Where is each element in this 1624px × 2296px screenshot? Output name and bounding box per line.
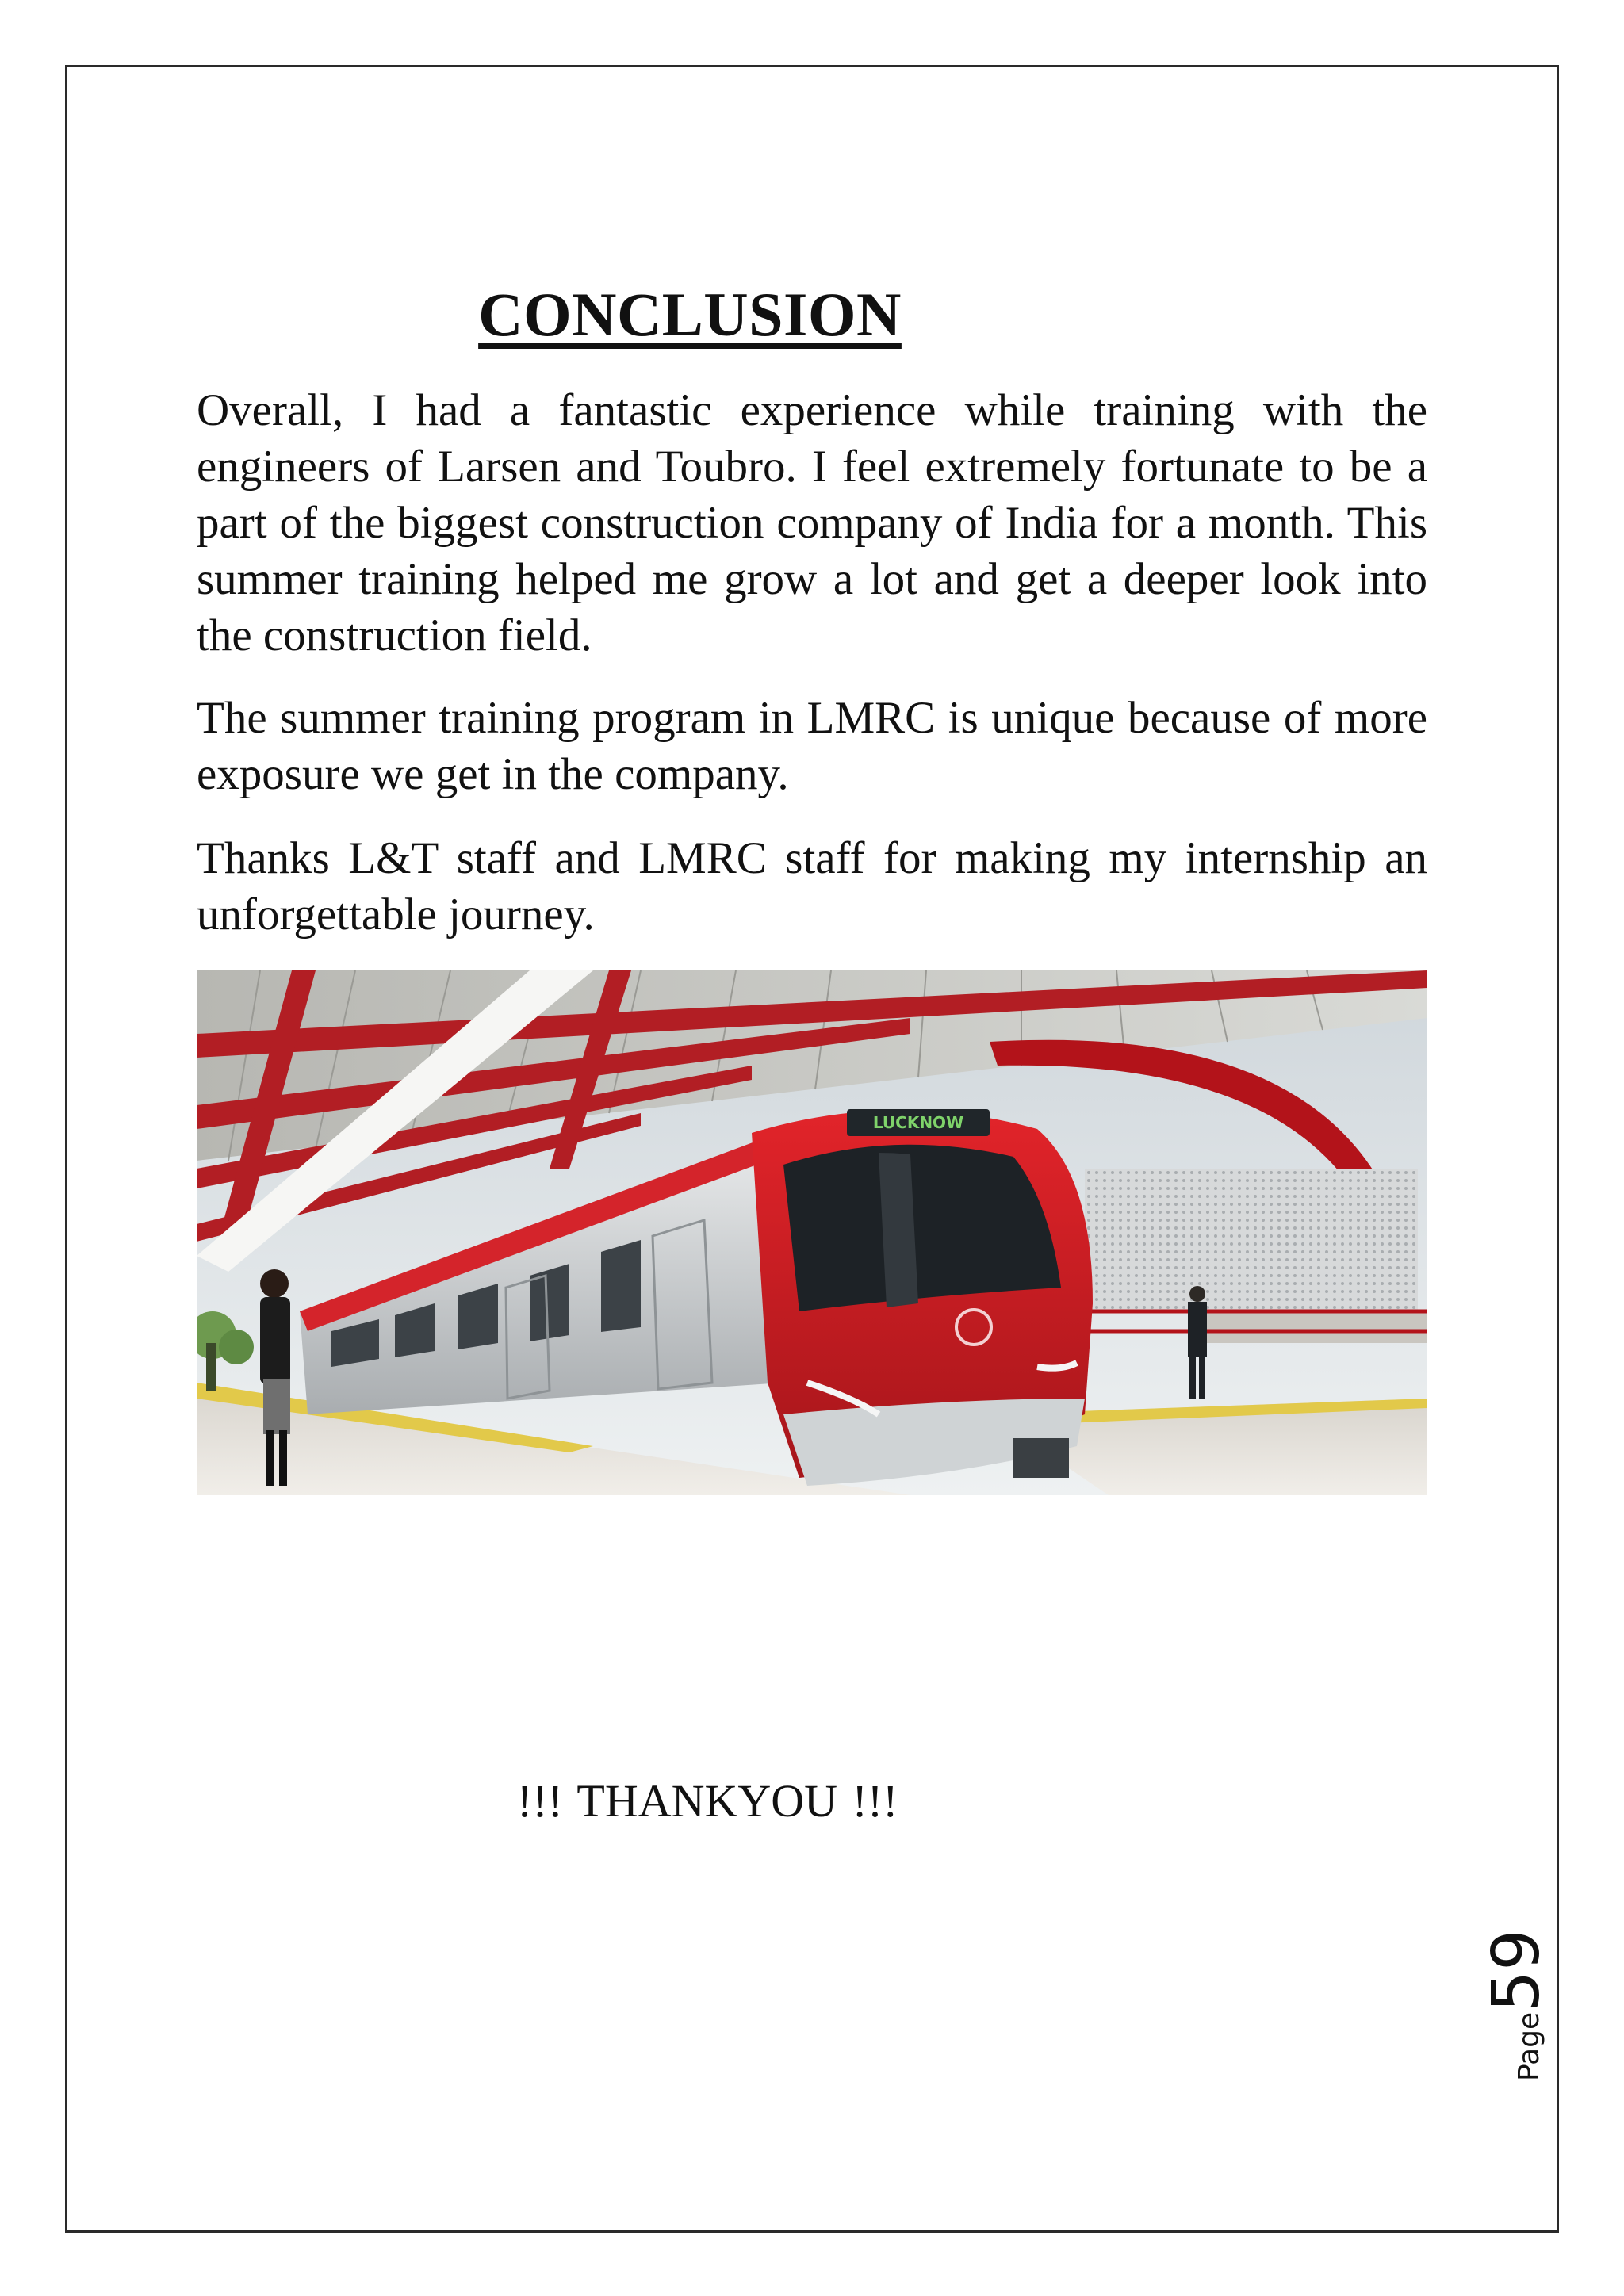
- page-number: [1479, 1930, 1554, 2082]
- page-title: CONCLUSION: [478, 280, 902, 349]
- metro-train-photo: [197, 970, 1427, 1495]
- thankyou-text: !!! THANKYOU !!!: [517, 1775, 898, 1827]
- paragraph-2: The summer training program in LMRC is unique because of more exposure we get in the company.: [197, 693, 1427, 799]
- destination-sign: LUCKNOW: [872, 1113, 964, 1132]
- page-label: Page: [1513, 2011, 1545, 2081]
- paragraph-1: Overall, I had a fantastic experience while training with the engineers of Larsen and Toubro. I feel extremely fortunate to be a part of the biggest construction company of India for a month. This summer training helped me grow a lot and get a deeper look into the construction field.: [197, 385, 1427, 660]
- paragraph-3: Thanks L&T staff and LMRC staff for making my internship an unforgettable journey.: [197, 833, 1427, 939]
- page-number-value: 59: [1479, 1929, 1554, 2012]
